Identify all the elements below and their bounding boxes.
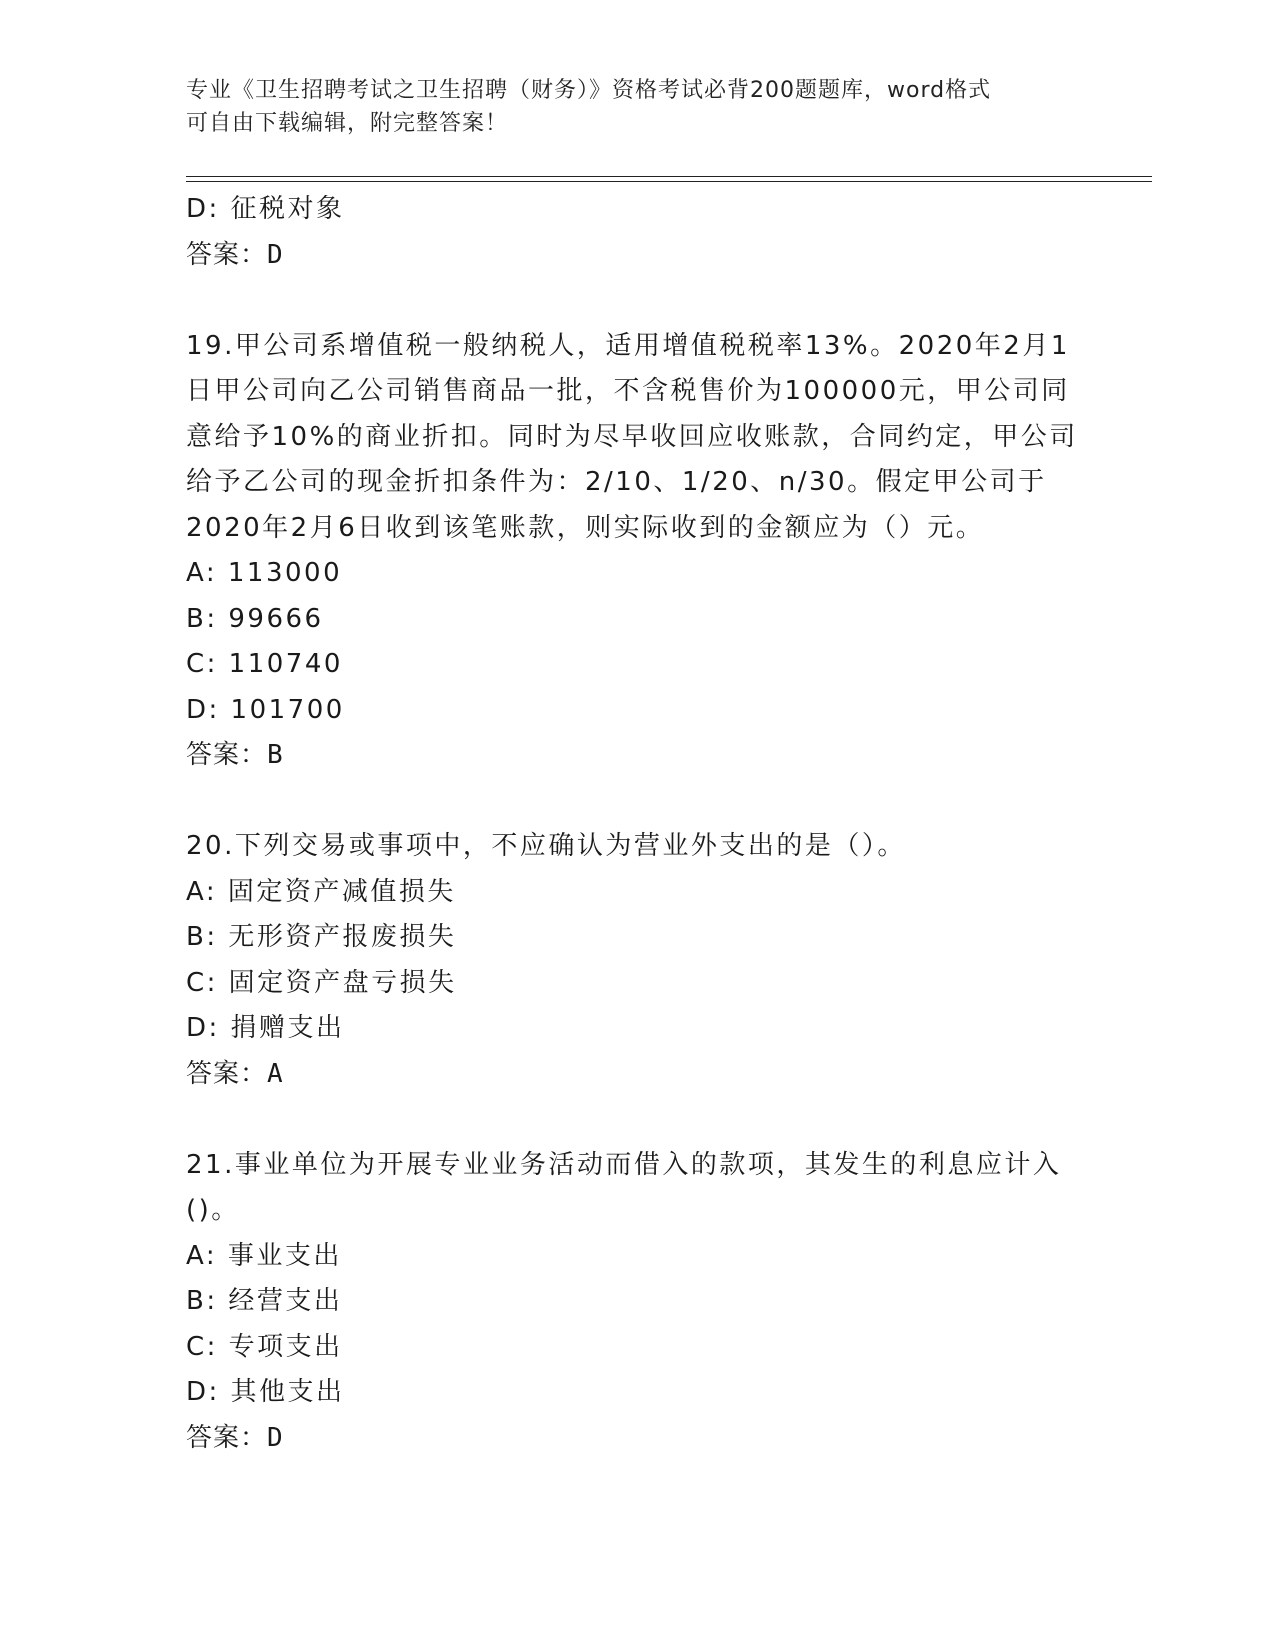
- question-text-line: 19.甲公司系增值税一般纳税人，适用增值税税率13%。2020年2月1: [186, 330, 1070, 361]
- option-a: A: 事业支出: [186, 1240, 342, 1271]
- option-d: D: 101700: [186, 694, 345, 725]
- option-b: B: 99666: [186, 603, 324, 634]
- question-19: [186, 324, 1086, 779]
- spacer: [186, 1097, 1086, 1143]
- question-text-line: 给予乙公司的现金折扣条件为：2/10、1/20、n/30。假定甲公司于: [186, 467, 1047, 497]
- option-c: C: 固定资产盘亏损失: [186, 967, 457, 998]
- option-c: C: 专项支出: [186, 1331, 343, 1362]
- question-text-line: 21.事业单位为开展专业业务活动而借入的款项，其发生的利息应计入: [186, 1149, 1062, 1180]
- option-d: D: 捐赠支出: [186, 1013, 345, 1043]
- header-divider: [186, 176, 1152, 182]
- document-header: [186, 74, 1086, 140]
- spacer: [186, 278, 1086, 324]
- answer-line: 答案：D: [186, 239, 284, 270]
- option-b: B: 无形资产报废损失: [186, 922, 457, 952]
- answer-line: 答案：A: [186, 1058, 284, 1089]
- question-21: [186, 1143, 1086, 1462]
- question-text-line: 意给予10%的商业折扣。同时为尽早收回应收账款，合同约定，甲公司: [186, 421, 1078, 452]
- option-b: B: 经营支出: [186, 1286, 343, 1316]
- question-text-line: ()。: [186, 1195, 240, 1225]
- header-line-2: 可自由下载编辑，附完整答案！: [186, 111, 509, 136]
- question-text-line: 2020年2月6日收到该笔账款，则实际收到的金额应为（）元。: [186, 512, 985, 543]
- option-c: C: 110740: [186, 649, 343, 679]
- option-a: A: 固定资产减值损失: [186, 876, 456, 907]
- document-body: [186, 187, 1086, 1461]
- question-text-line: 日甲公司向乙公司销售商品一批，不含税售价为100000元，甲公司同: [186, 376, 1070, 406]
- question-text-line: 20.下列交易或事项中，不应确认为营业外支出的是（）。: [186, 831, 906, 861]
- option-a: A: 113000: [186, 558, 343, 588]
- spacer: [186, 779, 1086, 825]
- option-d: D: 其他支出: [186, 1377, 345, 1407]
- option-d: D: 征税对象: [186, 194, 345, 224]
- answer-line: 答案：B: [186, 740, 284, 770]
- answer-line: 答案：D: [186, 1422, 284, 1453]
- header-line-1: 专业《卫生招聘考试之卫生招聘（财务）》资格考试必背200题题库，word格式: [186, 78, 992, 103]
- question-20: [186, 824, 1086, 1097]
- previous-question-tail: [186, 187, 1086, 278]
